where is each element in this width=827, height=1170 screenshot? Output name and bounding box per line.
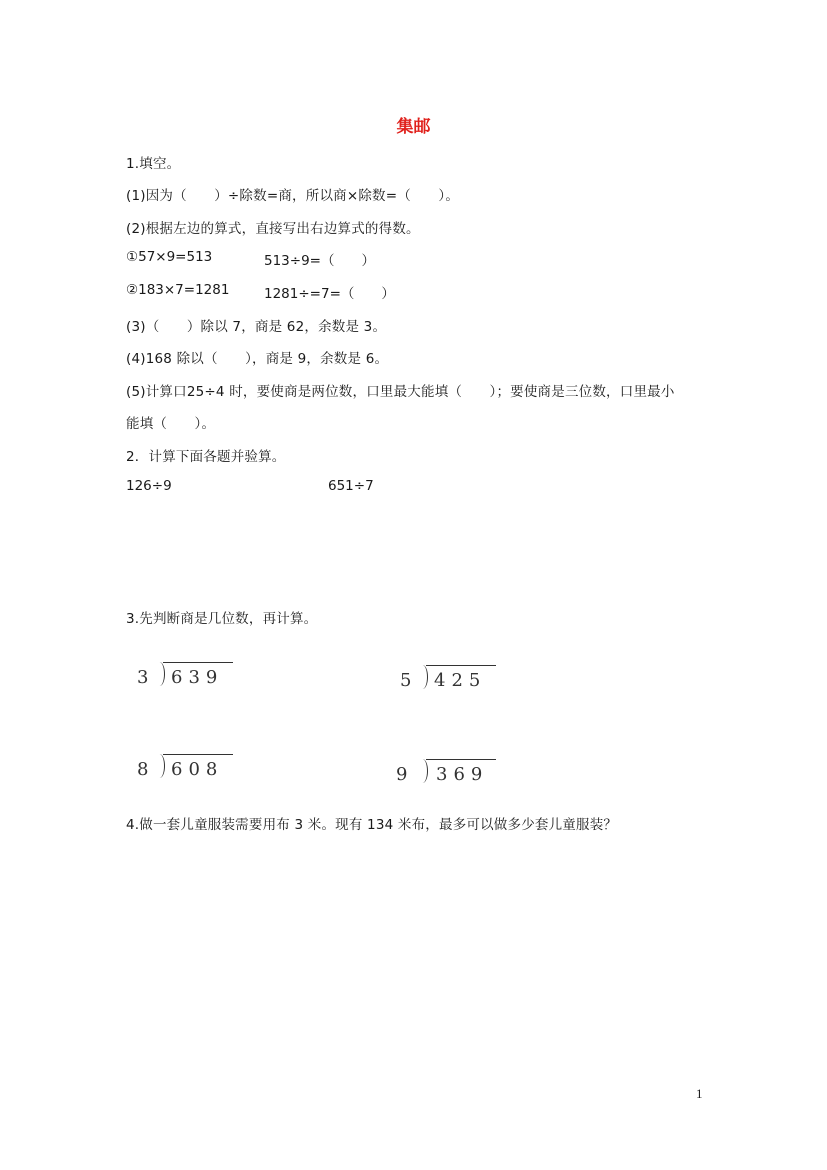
division-bracket <box>156 754 165 778</box>
dividend: 608 <box>171 759 224 780</box>
q1-part4: (4)168 除以（ ），商是 9，余数是 6。 <box>126 351 389 367</box>
q1-part3: (3)（ ）除以 7，商是 62，余数是 3。 <box>126 319 387 335</box>
division-bar <box>163 662 233 663</box>
q1-part2: (2)根据左边的算式，直接写出右边算式的得数。 <box>126 221 420 237</box>
long-division-3 <box>137 752 237 782</box>
division-bar <box>426 759 496 760</box>
q2-heading: 2．计算下面各题并验算。 <box>126 449 286 465</box>
long-division-4 <box>396 757 500 787</box>
q1-part2-row1-left: ①57×9=513 <box>126 249 213 265</box>
division-bar <box>426 665 496 666</box>
q1-part1: (1)因为（ ）÷除数=商，所以商×除数=（ ）。 <box>126 188 460 204</box>
q2-right-expression: 651÷7 <box>328 478 374 494</box>
dividend: 369 <box>436 764 489 785</box>
divisor: 8 <box>137 759 149 780</box>
division-bar <box>163 754 233 755</box>
long-division-2 <box>400 663 500 693</box>
division-bracket <box>156 662 165 686</box>
dividend: 639 <box>171 667 224 688</box>
q2-left-expression: 126÷9 <box>126 478 172 494</box>
q3-heading: 3.先判断商是几位数，再计算。 <box>126 611 318 627</box>
division-bracket <box>419 665 428 689</box>
q1-part5-line2: 能填（ ）。 <box>126 416 216 432</box>
page-number: 1 <box>696 1086 703 1101</box>
q1-part2-row2-right: 1281÷=7=（ ） <box>264 286 395 302</box>
divisor: 9 <box>396 764 408 785</box>
q1-heading: 1.填空。 <box>126 156 181 172</box>
page-title: 集邮 <box>396 117 431 137</box>
divisor: 3 <box>137 667 149 688</box>
division-bracket <box>419 759 428 783</box>
dividend: 425 <box>434 670 487 691</box>
q4-text: 4.做一套儿童服装需要用布 3 米。现有 134 米布，最多可以做多少套儿童服装？ <box>126 817 618 833</box>
divisor: 5 <box>400 670 412 691</box>
q1-part5-line1: (5)计算口25÷4 时，要使商是两位数，口里最大能填（ ）；要使商是三位数，口里最小 <box>126 384 675 400</box>
q1-part2-row2-left: ②183×7=1281 <box>126 282 230 298</box>
long-division-1 <box>137 660 237 690</box>
q1-part2-row1-right: 513÷9=（ ） <box>264 253 375 269</box>
